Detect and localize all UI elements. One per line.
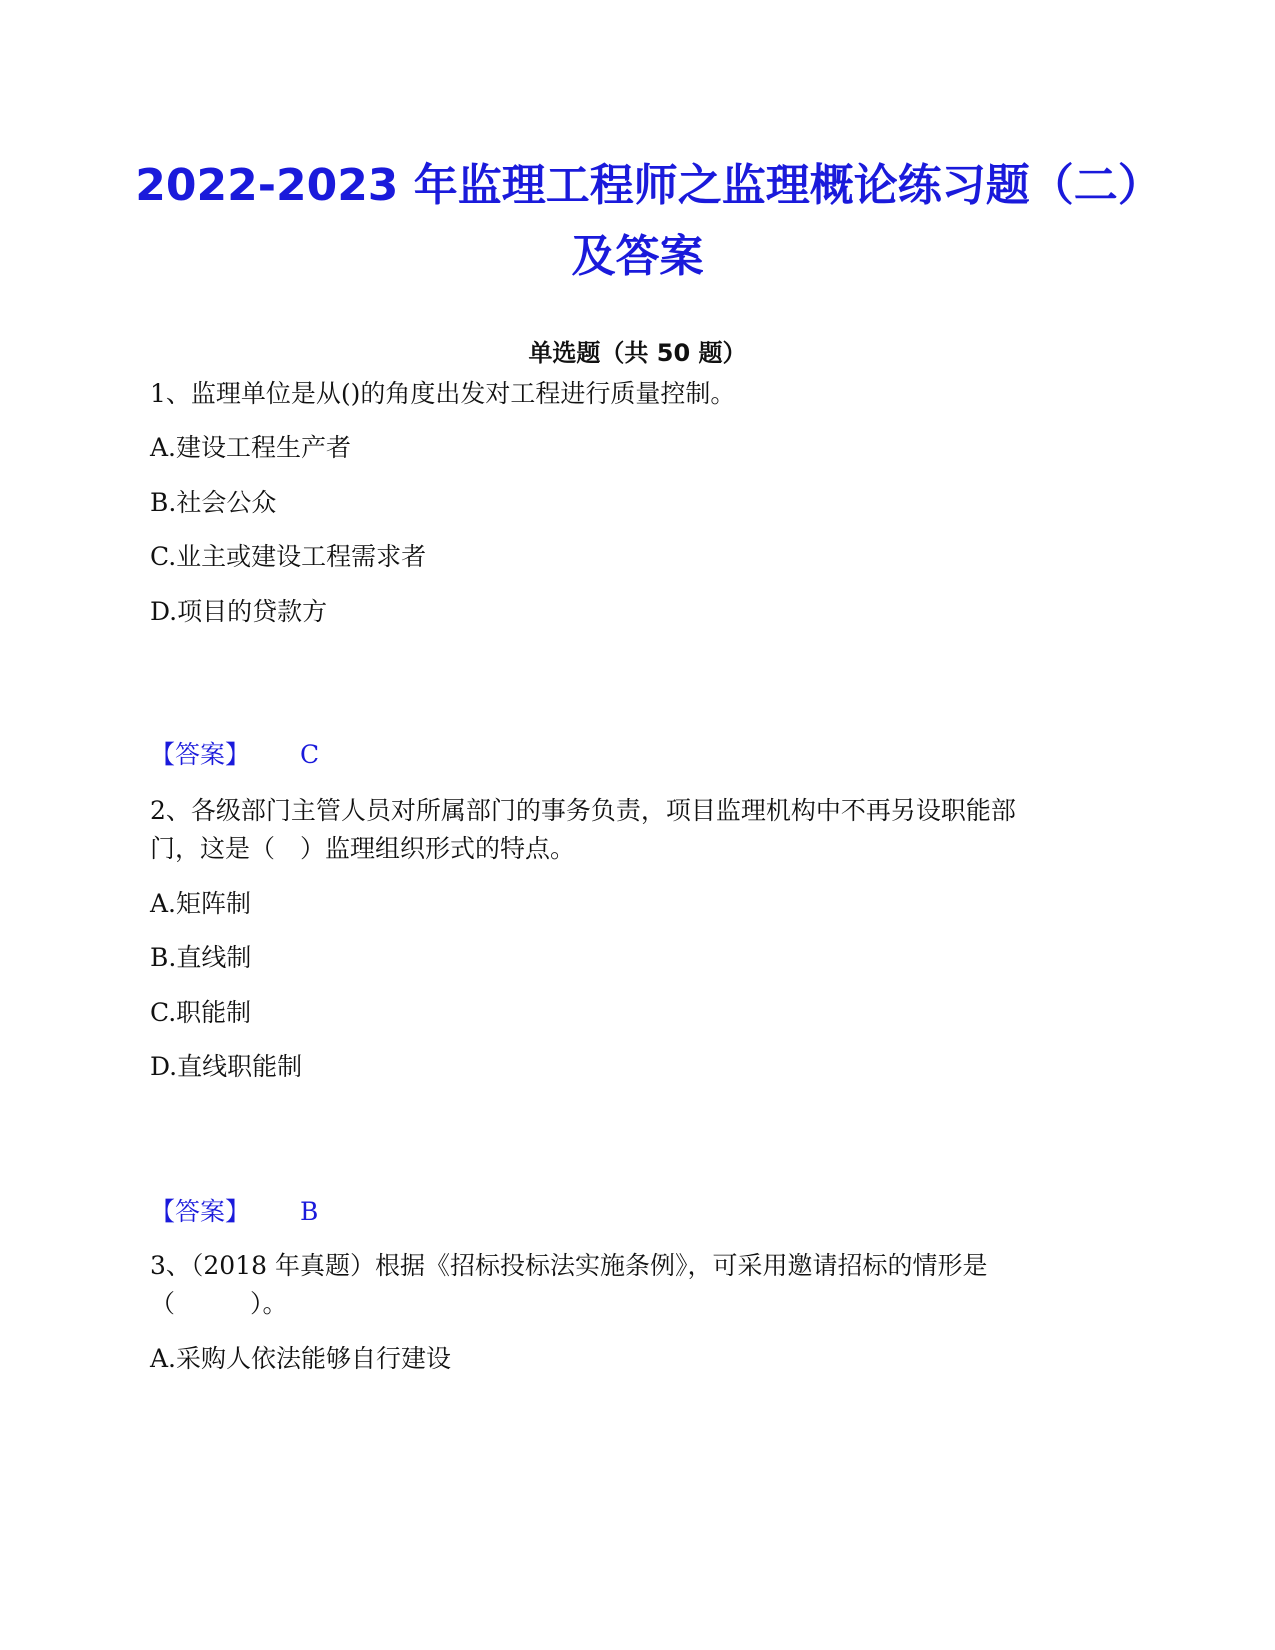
answer-line [150,736,319,774]
question-option: A.矩阵制 [150,889,252,918]
question-option: D.直线职能制 [150,1052,303,1081]
question-option: A.建设工程生产者 [150,433,352,462]
question-option: C.职能制 [150,998,252,1027]
question-stem: 1、监理单位是从()的角度出发对工程进行质量控制。 [150,379,736,408]
answer-value: C [300,740,320,769]
question-option: D.项目的贷款方 [150,597,328,626]
answer-label: 【答案】 [150,1197,251,1226]
question-option: B.直线制 [150,943,252,972]
question-option: A.采购人依法能够自行建设 [150,1344,452,1373]
page-title: 2022-2023 年监理工程师之监理概论练习题（二）及答案 [135,160,1140,282]
question-option: C.业主或建设工程需求者 [150,542,427,571]
answer-label: 【答案】 [150,740,251,769]
question-option: B.社会公众 [150,488,277,517]
question-stem: 2、各级部门主管人员对所属部门的事务负责，项目监理机构中不再另设职能部门，这是（ ）监理组织形式的特点。 [150,796,1016,863]
answer-line [150,1193,318,1231]
question-stem: 3、（2018 年真题）根据《招标投标法实施条例》，可采用邀请招标的情形是（ ）。 [150,1251,988,1318]
section-heading: 单选题（共 50 题） [528,339,747,367]
answer-value: B [300,1197,319,1226]
